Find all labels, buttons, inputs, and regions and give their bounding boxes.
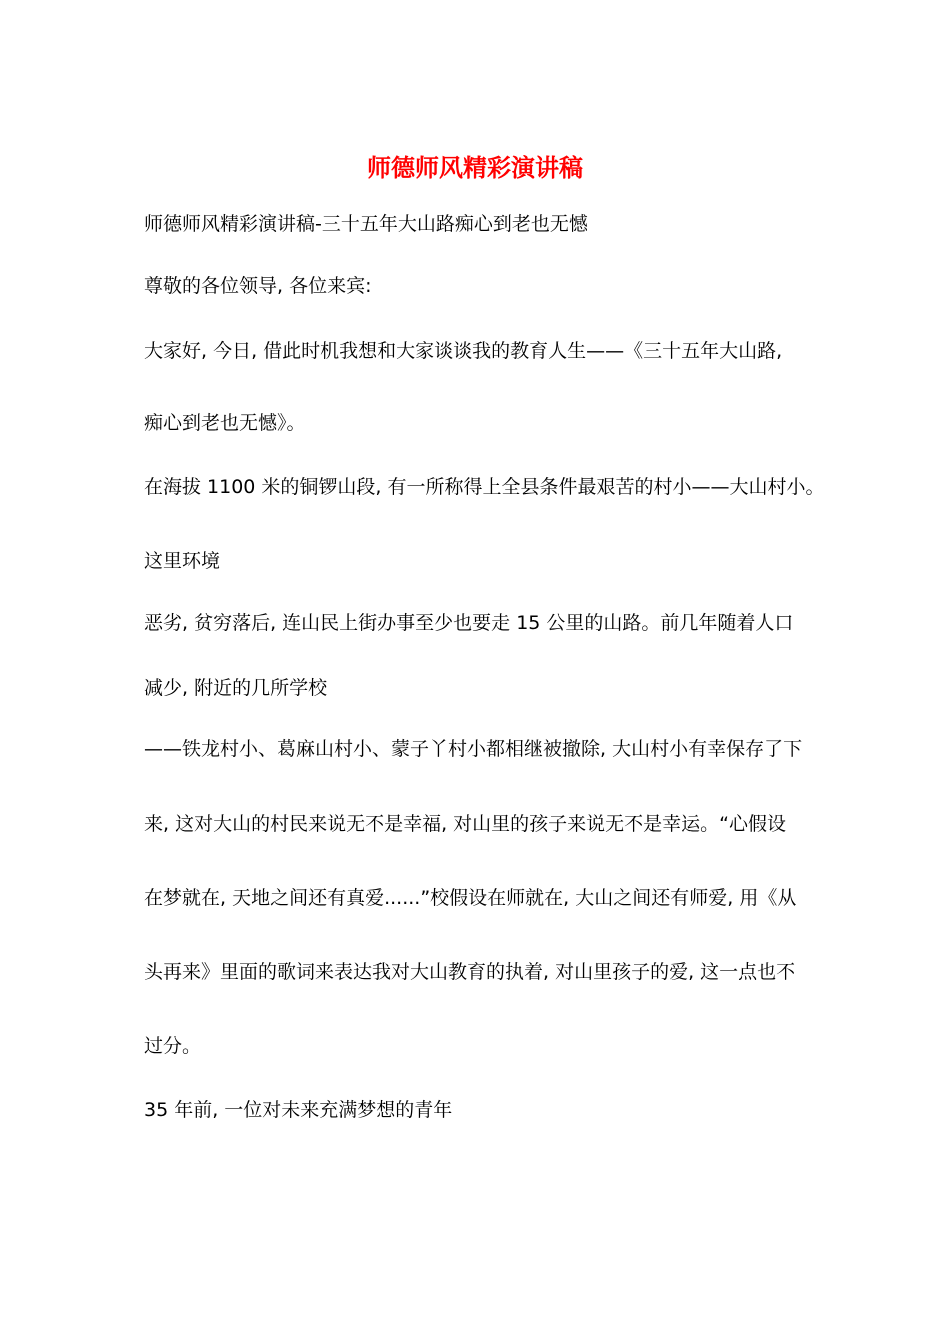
body-line-11: 在梦就在, 天地之间还有真爱......”校假设在师就在, 大山之间还有师爱, 用《从 <box>144 887 797 909</box>
body-line-3: 大家好, 今日, 借此时机我想和大家谈谈我的教育人生——《三十五年大山路, <box>144 340 783 362</box>
body-line-6: 这里环境 <box>144 550 221 572</box>
body-line-14: 35 年前, 一位对未来充满梦想的青年 <box>144 1099 453 1121</box>
body-line-2: 尊敬的各位领导, 各位来宾: <box>144 275 372 297</box>
body-line-13: 过分。 <box>144 1035 202 1057</box>
document-title: 师德师风精彩演讲稿 <box>367 153 583 182</box>
body-line-10: 来, 这对大山的村民来说无不是幸福, 对山里的孩子来说无不是幸运。“心假设 <box>144 813 787 835</box>
body-line-7: 恶劣, 贫穷落后, 连山民上街办事至少也要走 15 公里的山路。前几年随着人口 <box>144 612 794 634</box>
body-line-8: 减少, 附近的几所学校 <box>144 677 328 699</box>
body-line-9: ——铁龙村小、葛麻山村小、蒙子丫村小都相继被撤除, 大山村小有幸保存了下 <box>144 738 803 760</box>
body-line-12: 头再来》里面的歌词来表达我对大山教育的执着, 对山里孩子的爱, 这一点也不 <box>144 961 796 983</box>
body-line-1: 师德师风精彩演讲稿-三十五年大山路痴心到老也无憾 <box>144 213 588 235</box>
body-line-4: 痴心到老也无憾》。 <box>144 412 306 434</box>
body-line-5: 在海拔 1100 米的铜锣山段, 有一所称得上全县条件最艰苦的村小——大山村小。 <box>144 476 825 498</box>
